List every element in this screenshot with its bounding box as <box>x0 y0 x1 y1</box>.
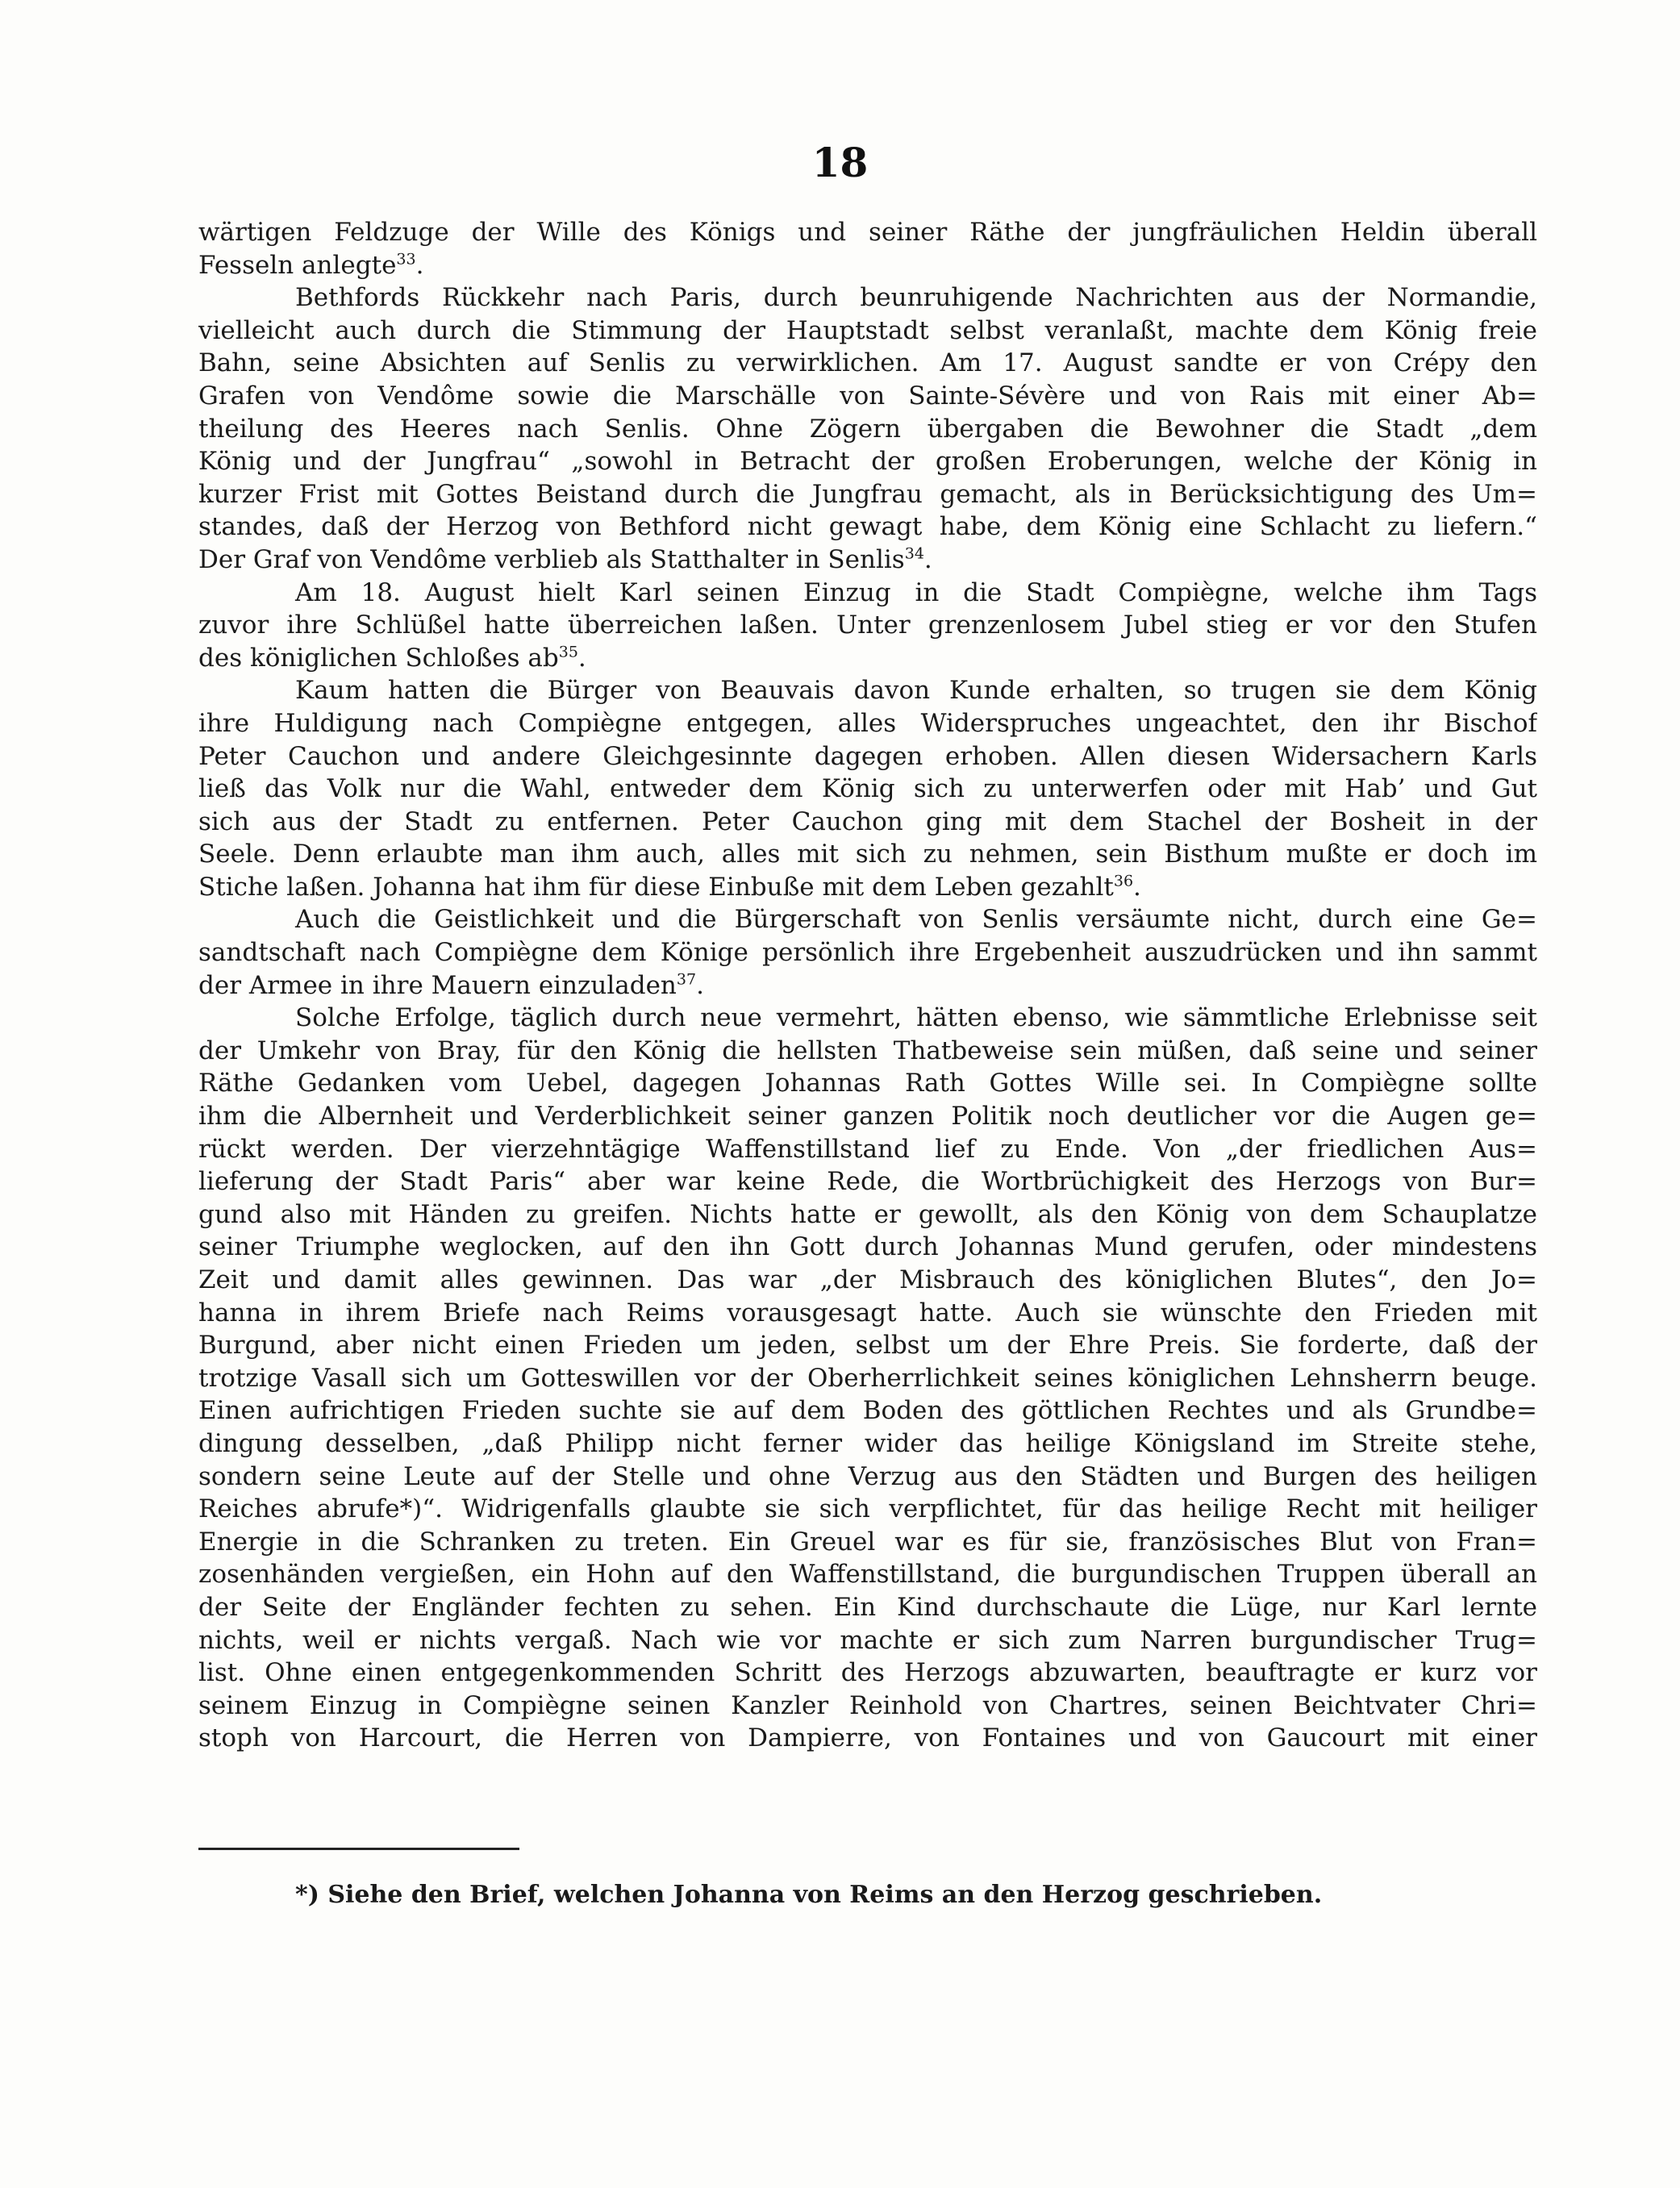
text-line <box>198 347 1537 380</box>
text-line <box>198 838 1537 871</box>
page-number: 18 <box>811 139 869 186</box>
text-line <box>198 1133 1537 1166</box>
footnote-reference: 34 <box>904 544 924 563</box>
text-line <box>198 511 1537 544</box>
sentence-period: . <box>1133 872 1141 902</box>
line-text: sich aus der Stadt zu entfernen. Peter Cauchon ging mit dem Stachel der Bosheit in der <box>198 806 1537 836</box>
line-text: zosenhänden vergießen, ein Hohn auf den Waffenstillstand, die burgundischen Truppen überall an <box>198 1560 1537 1590</box>
line-text: König und der Jungfrau“ „sowohl in Betracht der großen Eroberungen, welche der König in <box>198 447 1537 477</box>
line-text: Stiche laßen. Johanna hat ihm für diese Einbuße mit dem Leben gezahlt <box>198 872 1114 902</box>
text-line <box>198 1394 1537 1427</box>
sentence-period: . <box>696 970 704 1000</box>
line-text: Bahn, seine Absichten auf Senlis zu verwirklichen. Am 17. August sandte er von Crépy den <box>198 348 1537 378</box>
line-text: Grafen von Vendôme sowie die Marschälle von Sainte-Sévère und von Rais mit einer Ab= <box>198 381 1537 411</box>
line-text: theilung des Heeres nach Senlis. Ohne Zögern übergaben die Bewohner die Stadt „dem <box>198 414 1537 444</box>
text-line <box>198 1297 1537 1330</box>
text-line <box>198 445 1537 478</box>
text-line <box>198 413 1537 446</box>
text-line <box>198 806 1537 839</box>
sentence-period: . <box>923 544 932 574</box>
line-text: sondern seine Leute auf der Stelle und ohne Verzug aus den Städten und Burgen des heiligen <box>198 1461 1537 1491</box>
footnote-reference: 33 <box>396 250 416 269</box>
line-text: Fesseln anlegte <box>198 250 397 280</box>
line-text: trotzige Vasall sich um Gotteswillen vor der Oberherrlichkeit seines königlichen Lehnsherrn beuge. <box>198 1363 1537 1393</box>
line-text: ließ das Volk nur die Wahl, entweder dem König sich zu unterwerfen oder mit Hab’ und Gut <box>198 774 1537 804</box>
text-line <box>198 871 1537 904</box>
line-text: list. Ohne einen entgegenkommenden Schritt des Herzogs abzuwarten, beauftragte er kurz vor <box>198 1658 1537 1688</box>
text-line <box>198 1002 1537 1035</box>
text-line <box>198 478 1537 511</box>
line-text: vielleicht auch durch die Stimmung der Hauptstadt selbst veranlaßt, machte dem König freie <box>198 315 1537 345</box>
line-text: seiner Triumphe weglocken, auf den ihn Gott durch Johannas Mund gerufen, oder mindestens <box>198 1232 1537 1262</box>
line-text: Am 18. August hielt Karl seinen Einzug in die Stadt Compiègne, welche ihm Tags <box>295 577 1537 607</box>
footnote-divider <box>198 1848 519 1850</box>
text-line <box>198 1591 1537 1624</box>
sentence-period: . <box>577 643 586 673</box>
line-text: wärtigen Feldzuge der Wille des Königs und seiner Räthe der jungfräulichen Heldin überall <box>198 218 1537 247</box>
text-line <box>198 609 1537 642</box>
text-line <box>198 1264 1537 1297</box>
text-line <box>198 1100 1537 1133</box>
text-line <box>198 1624 1537 1657</box>
line-text: dingung desselben, „daß Philipp nicht ferner wider das heilige Königsland im Streite stehe, <box>198 1428 1537 1458</box>
line-text: lieferung der Stadt Paris“ aber war keine Rede, die Wortbrüchigkeit des Herzogs von Bur= <box>198 1167 1537 1197</box>
text-line <box>198 1722 1537 1755</box>
line-text: Solche Erfolge, täglich durch neue vermehrt, hätten ebenso, wie sämmtliche Erlebnisse seit <box>295 1003 1537 1033</box>
text-line <box>198 1526 1537 1559</box>
line-text: Zeit und damit alles gewinnen. Das war „der Misbrauch des königlichen Blutes“, den Jo= <box>198 1265 1537 1294</box>
text-line <box>198 740 1537 773</box>
text-line <box>198 969 1537 1002</box>
text-line <box>198 216 1537 249</box>
line-text: Energie in die Schranken zu treten. Ein Greuel war es für sie, französisches Blut von Fran= <box>198 1527 1537 1557</box>
text-line <box>198 773 1537 806</box>
line-text: rückt werden. Der vierzehntägige Waffenstillstand lief zu Ende. Von „der friedlichen Aus= <box>198 1134 1537 1164</box>
line-text: Reiches abrufe*)“. Widrigenfalls glaubte sie sich verpflichtet, für das heilige Recht mit heiliger <box>198 1494 1537 1524</box>
line-text: der Seite der Engländer fechten zu sehen. Ein Kind durchschaute die Lüge, nur Karl lernte <box>198 1592 1537 1622</box>
footnote: *) Siehe den Brief, welchen Johanna von Reims an den Herzog geschrieben. <box>295 1881 1323 1909</box>
line-text: Einen aufrichtigen Frieden suchte sie auf dem Boden des göttlichen Rechtes und als Grundbe= <box>198 1396 1537 1426</box>
line-text: des königlichen Schloßes ab <box>198 643 559 673</box>
line-text: zuvor ihre Schlüßel hatte überreichen laßen. Unter grenzenlosem Jubel stieg er vor den Stufen <box>198 611 1537 640</box>
line-text: kurzer Frist mit Gottes Beistand durch die Jungfrau gemacht, als in Berücksichtigung des Um= <box>198 479 1537 509</box>
line-text: der Armee in ihre Mauern einzuladen <box>198 970 677 1000</box>
text-line <box>198 674 1537 707</box>
text-line <box>198 1198 1537 1232</box>
body-text <box>198 216 1537 1755</box>
text-line <box>198 707 1537 740</box>
text-line <box>198 1657 1537 1690</box>
footnote-reference: 37 <box>676 970 697 989</box>
line-text: gund also mit Händen zu greifen. Nichts hatte er gewollt, als den König von dem Schauplatze <box>198 1199 1537 1229</box>
text-line <box>198 642 1537 675</box>
line-text: Kaum hatten die Bürger von Beauvais davon Kunde erhalten, so trugen sie dem König <box>295 676 1537 706</box>
line-text: ihre Huldigung nach Compiègne entgegen, alles Widerspruches ungeachtet, den ihr Bischof <box>198 708 1537 738</box>
text-line <box>198 1493 1537 1526</box>
line-text: Peter Cauchon und andere Gleichgesinnte dagegen erhoben. Allen diesen Widersachern Karls <box>198 741 1537 771</box>
line-text: Burgund, aber nicht einen Frieden um jeden, selbst um der Ehre Preis. Sie forderte, daß der <box>198 1331 1537 1361</box>
text-line <box>198 936 1537 969</box>
text-line <box>198 315 1537 348</box>
text-line <box>198 577 1537 610</box>
text-line <box>198 1067 1537 1100</box>
line-text: Auch die Geistlichkeit und die Bürgerschaft von Senlis versäumte nicht, durch eine Ge= <box>295 905 1537 935</box>
text-line <box>198 1362 1537 1395</box>
text-line <box>198 1461 1537 1494</box>
line-text: stoph von Harcourt, die Herren von Dampierre, von Fontaines und von Gaucourt mit einer <box>198 1723 1537 1753</box>
line-text: seinem Einzug in Compiègne seinen Kanzler Reinhold von Chartres, seinen Beichtvater Chri= <box>198 1690 1537 1720</box>
line-text: Seele. Denn erlaubte man ihm auch, alles mit sich zu nehmen, sein Bisthum mußte er doch im <box>198 840 1537 869</box>
text-line <box>198 249 1537 282</box>
text-line <box>198 380 1537 413</box>
line-text: Räthe Gedanken vom Uebel, dagegen Johannas Rath Gottes Wille sei. In Compiègne sollte <box>198 1069 1537 1098</box>
line-text: ihm die Albernheit und Verderblichkeit seiner ganzen Politik noch deutlicher vor die Augen ge= <box>198 1102 1537 1132</box>
text-line <box>198 544 1537 577</box>
line-text: sandtschaft nach Compiègne dem Könige persönlich ihre Ergebenheit auszudrücken und ihn sammt <box>198 938 1537 968</box>
line-text: der Umkehr von Bray, für den König die hellsten Thatbeweise sein müßen, daß seine und seiner <box>198 1036 1537 1065</box>
text-line <box>198 1231 1537 1264</box>
line-text: standes, daß der Herzog von Bethford nicht gewagt habe, dem König eine Schlacht zu liefern.“ <box>198 512 1537 542</box>
text-line <box>198 1165 1537 1198</box>
line-text: nichts, weil er nichts vergaß. Nach wie vor machte er sich zum Narren burgundischer Trug= <box>198 1625 1537 1655</box>
text-line <box>198 1690 1537 1723</box>
text-line <box>198 1035 1537 1068</box>
footnote-reference: 36 <box>1113 872 1134 890</box>
text-line <box>198 1427 1537 1461</box>
line-text: Bethfords Rückkehr nach Paris, durch beunruhigende Nachrichten aus der Normandie, <box>295 283 1537 313</box>
text-line <box>198 1329 1537 1362</box>
text-line <box>198 281 1537 315</box>
footnote-reference: 35 <box>558 643 578 661</box>
line-text: Der Graf von Vendôme verblieb als Statthalter in Senlis <box>198 544 905 574</box>
text-line <box>198 903 1537 936</box>
text-line <box>198 1558 1537 1591</box>
sentence-period: . <box>415 250 424 280</box>
line-text: hanna in ihrem Briefe nach Reims vorausgesagt hatte. Auch sie wünschte den Frieden mit <box>198 1298 1537 1327</box>
